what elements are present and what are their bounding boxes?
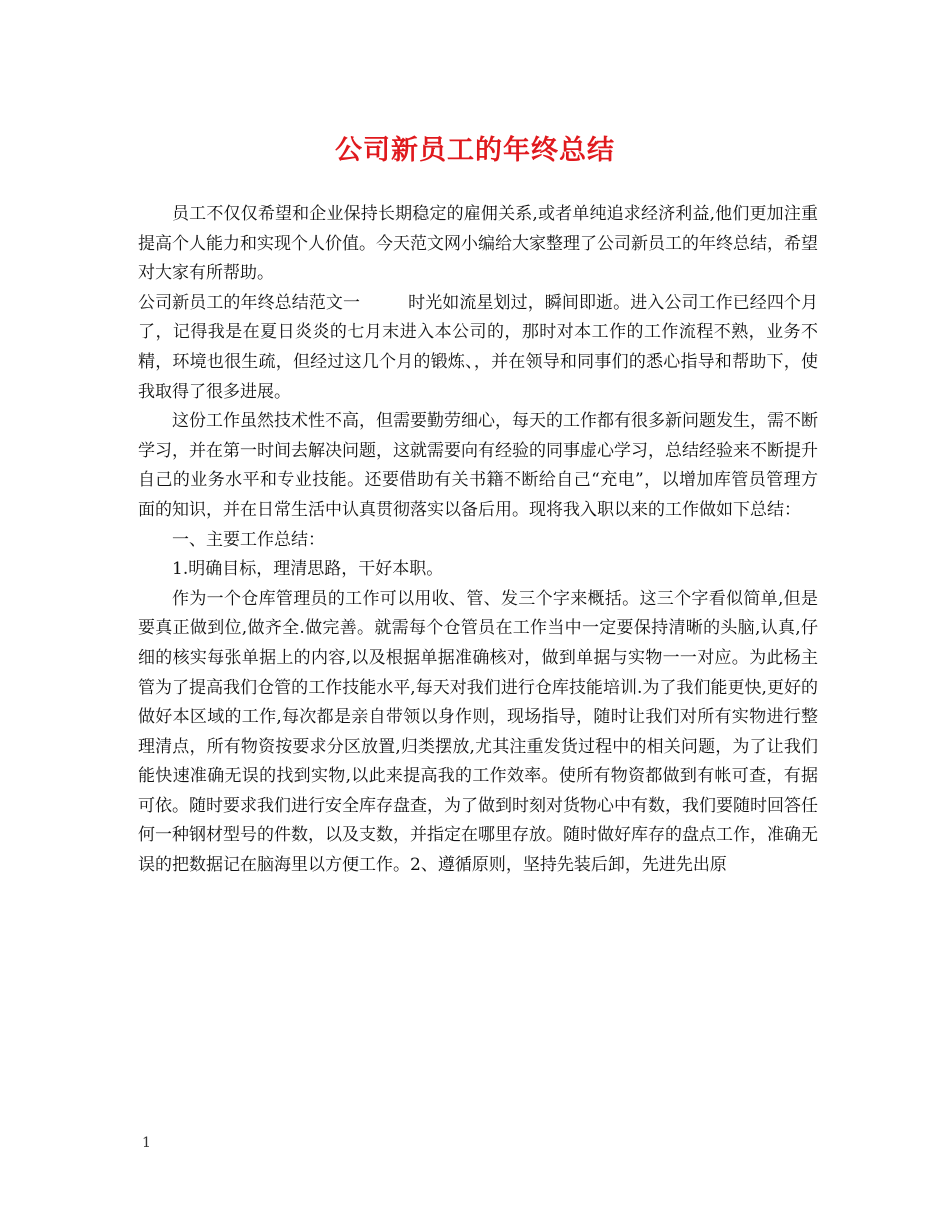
heading-clear-goals: 1.明确目标，理清思路，干好本职。: [172, 559, 444, 580]
intro-paragraph: 员工不仅仅希望和企业保持长期稳定的雇佣关系,或者单纯追求经济利益,他们更加注重提高个人能力和实现个人价值。今天范文网小编给大家整理了公司新员工的年终总结，希望对大家有所帮助。: [138, 204, 818, 284]
page-number: 1: [142, 1135, 151, 1151]
heading-main-work: 一、主要工作总结：: [172, 529, 325, 550]
paragraph-2: 这份工作虽然技术性不高，但需要勤劳细心，每天的工作都有很多新问题发生，需不断学习，并在第一时间去解决问题，这就需要向有经验的同事虚心学习，总结经验来不断提升自己的业务水平和专业技能。还要借助有关书籍不断给自己“充电”，以增加库管员管理方面的知识，并在日常生活中认真贯彻落实以备后用。现将我入职以来的工作做如下总结：: [138, 411, 818, 520]
section-label: 公司新员工的年终总结范文一: [138, 292, 361, 313]
paragraph-3: 作为一个仓库管理员的工作可以用收、管、发三个字来概括。这三个字看似简单,但是要真正做到位,做齐全.做完善。就需每个仓管员在工作当中一定要保持清晰的头脑,认真,仔细的核实每张单据上的内容,以及根据单据准确核对，做到单据与实物一一对应。为此杨主管为了提高我们仓管的工作技能水平,每天对我们进行仓库技能培训.为了我们能更快,更好的做好本区域的工作,每次都是亲自带领以身作则，现场指导，随时让我们对所有实物进行整理清点，所有物资按要求分区放置,归类摆放,尤其注重发货过程中的相关问题，为了让我们能快速准确无误的找到实物,以此来提高我的工作效率。使所有物资都做到有帐可查，有据可依。随时要求我们进行安全库存盘查，为了做到时刻对货物心中有数，我们要随时回答任何一种钢材型号的件数，以及支数，并指定在哪里存放。随时做好库存的盘点工作，准确无误的把数据记在脑海里以方便工作。2、遵循原则，坚持先装后卸，先进先出原: [138, 588, 818, 876]
page-title: 公司新员工的年终总结: [335, 135, 615, 166]
document-body: [138, 200, 818, 881]
section-text: 时光如流星划过，瞬间即逝。进入公司工作已经四个月了，记得我是在夏日炎炎的七月末进入本公司的，那时对本工作的工作流程不熟，业务不精，环境也很生疏，但经过这几个月的锻炼、，并在领导和同事们的悉心指导和帮助下，使我取得了很多进展。: [138, 292, 819, 402]
section-paragraph: [138, 289, 818, 407]
